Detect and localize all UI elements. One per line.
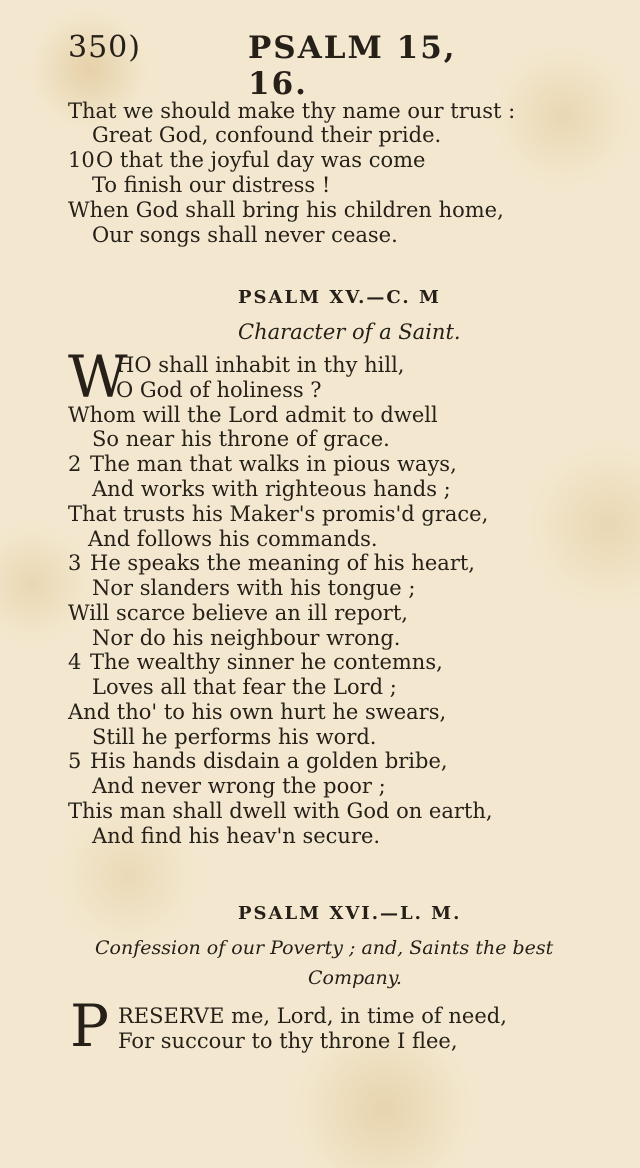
verse-line: When God shall bring his children home, (68, 198, 504, 222)
verse-line: Nor slanders with his tongue ; (92, 576, 416, 600)
verse-line: 10O that the joyful day was come (68, 148, 426, 172)
verse-line: This man shall dwell with God on earth, (68, 799, 493, 823)
drop-cap: W (68, 343, 128, 411)
verse-line: Whom will the Lord admit to dwell (68, 403, 438, 427)
verse-line: And find his heav'n secure. (92, 824, 381, 848)
verse-line: And works with righteous hands ; (92, 477, 451, 501)
verse-line: Nor do his neighbour wrong. (92, 626, 401, 650)
verse-line: Great God, confound their pride. (92, 123, 442, 147)
verse-number: 3 (68, 551, 82, 575)
verse-line: So near his throne of grace. (92, 427, 390, 451)
psalm-16-heading: PSALM XVI.—L. M. (238, 903, 462, 924)
verse-line: Loves all that fear the Lord ; (92, 675, 397, 699)
verse-line: For succour to thy throne I flee, (118, 1029, 458, 1053)
verse-number: 4 (68, 650, 82, 674)
page-header (68, 30, 488, 102)
drop-cap: P (70, 992, 110, 1060)
verse-number: 5 (68, 749, 82, 773)
verse-line: That we should make thy name our trust : (68, 99, 516, 123)
psalm-15-heading: PSALM XV.—C. M (238, 287, 441, 308)
page-number: 350) (68, 30, 141, 65)
verse-line: Our songs shall never cease. (92, 223, 398, 247)
psalm-16-subtitle: Confession of our Poverty ; and, Saints the best (95, 937, 554, 959)
verse-line: And follows his commands. (88, 527, 378, 551)
verse-line: Still he performs his word. (92, 725, 377, 749)
psalm-16-subtitle-cont: Company. (308, 967, 402, 989)
verse-line: RESERVE me, Lord, in time of need, (118, 1004, 507, 1028)
verse-line: To finish our distress ! (92, 173, 331, 197)
verse-line: 5 His hands disdain a golden bribe, (68, 749, 448, 773)
verse-number: 2 (68, 452, 82, 476)
verse-line: 3 He speaks the meaning of his heart, (68, 551, 475, 575)
verse-line: That trusts his Maker's promis'd grace, (68, 502, 489, 526)
verse-line: 4 The wealthy sinner he contemns, (68, 650, 443, 674)
psalm-15-subtitle: Character of a Saint. (238, 320, 461, 344)
running-title: PSALM 15, 16. (248, 30, 457, 102)
verse-line: And tho' to his own hurt he swears, (68, 700, 447, 724)
verse-number: 10 (68, 148, 95, 172)
verse-line: O God of holiness ? (116, 378, 322, 402)
verse-line: 2 The man that walks in pious ways, (68, 452, 457, 476)
verse-line: Will scarce believe an ill report, (68, 601, 408, 625)
verse-line: And never wrong the poor ; (92, 774, 386, 798)
verse-line: HO shall inhabit in thy hill, (116, 353, 405, 377)
